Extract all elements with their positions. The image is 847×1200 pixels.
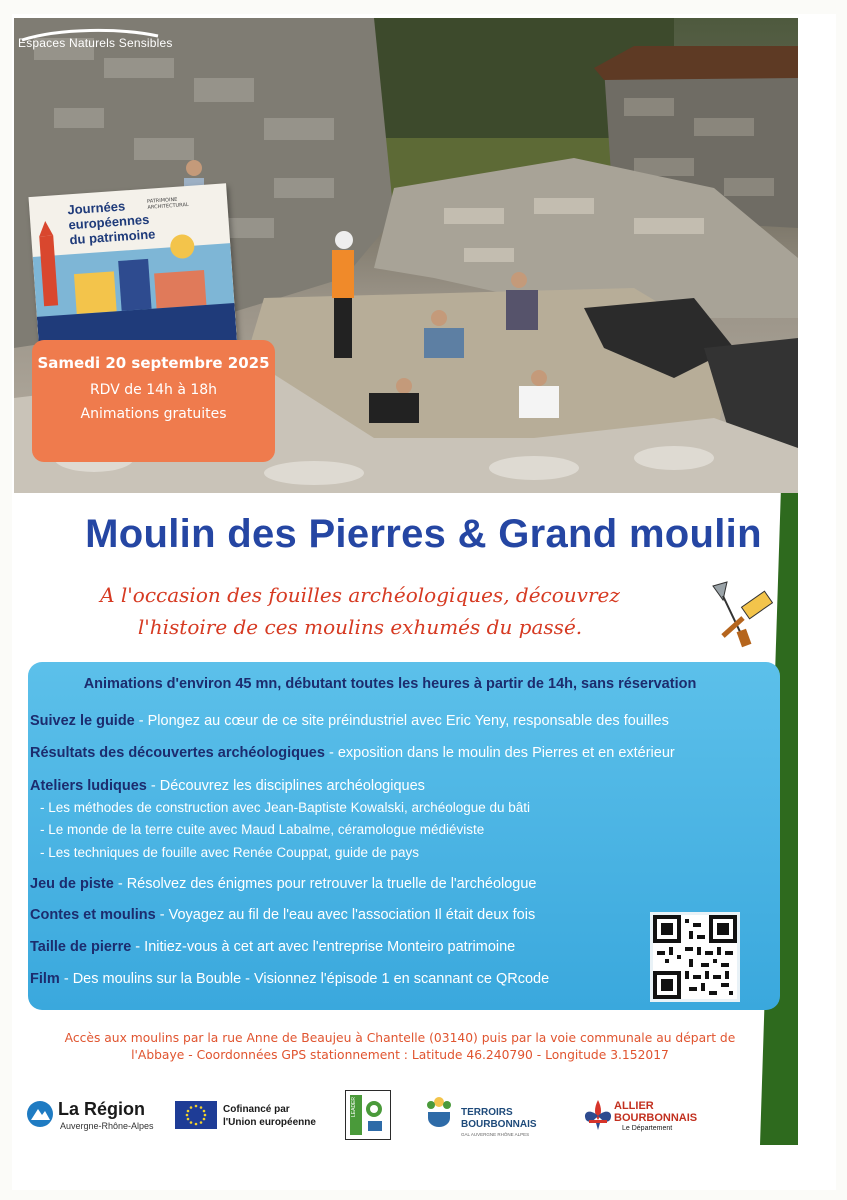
allier-sub: Le Département (622, 1125, 673, 1132)
eu-flag-icon (175, 1101, 217, 1129)
program-item-desc: - Initiez-vous à cet art avec l'entreprise Monteiro patrimoine (131, 939, 516, 955)
atelier-item: - Le monde de la terre cuite avec Maud Labalme, céramologue médiéviste (40, 822, 485, 837)
qr-code[interactable] (650, 912, 740, 1002)
program-item (30, 745, 675, 761)
ens-logo-label: Espaces Naturels Sensibles (18, 36, 173, 50)
allier-line2: BOURBONNAIS (614, 1112, 698, 1124)
program-item-key: Suivez le guide (30, 713, 135, 729)
trowel-brush-icon (703, 578, 773, 648)
region-name: La Région (58, 1099, 146, 1119)
leader-logo (345, 1090, 391, 1140)
person-orange-vest (332, 231, 354, 358)
eu-line1: Cofinancé par (223, 1104, 290, 1115)
program-item-desc: - Voyagez au fil de l'eau avec l'association Il était deux fois (155, 907, 536, 923)
terroirs-line1: TERROIRS (461, 1107, 513, 1118)
program-item (30, 907, 535, 923)
program-item (30, 939, 515, 955)
eu-line2: l'Union européenne (223, 1117, 316, 1128)
program-item-key: Jeu de piste (30, 876, 114, 892)
subtitle-line1: A l'occasion des fouilles archéologiques, découvrez (100, 583, 620, 607)
program-item-key: Taille de pierre (30, 939, 132, 955)
fleur-de-lis-icon (580, 1098, 616, 1132)
program-item (30, 713, 669, 729)
program-item-key: Ateliers ludiques (30, 778, 147, 794)
program-item-desc: - Des moulins sur la Bouble - Visionnez l'épisode 1 en scannant ce QRcode (59, 971, 550, 987)
event-date: Samedi 20 septembre 2025 (37, 354, 270, 372)
atelier-item: - Les techniques de fouille avec Renée Couppat, guide de pays (40, 845, 420, 860)
region-logo-icon (26, 1100, 54, 1128)
program-item-desc: - Plongez au cœur de ce site préindustriel avec Eric Yeny, responsable des fouilles (134, 713, 669, 729)
program-item-key: Contes et moulins (30, 907, 156, 923)
event-info-box (32, 340, 275, 462)
jep-city-illustration (28, 183, 237, 361)
allier-line1: ALLIER (614, 1100, 654, 1112)
main-title: Moulin des Pierres & Grand moulin (85, 512, 762, 556)
access-line1: Accès aux moulins par la rue Anne de Beaujeu à Chantelle (03140) puis par la voie communale au départ de (64, 1031, 736, 1045)
program-item (30, 876, 537, 892)
program-item-key: Résultats des découvertes archéologiques (30, 745, 325, 761)
leader-label: LEADER (351, 1096, 357, 1117)
program-heading: Animations d'environ 45 mn, débutant toutes les heures à partir de 14h, sans réservation (83, 676, 697, 692)
access-line2: l'Abbaye - Coordonnées GPS stationnement : Latitude 46.240790 - Longitude 3.152017 (131, 1048, 669, 1062)
program-item-key: Film (30, 971, 60, 987)
terroirs-line2: BOURBONNAIS (461, 1119, 537, 1130)
jep-line2: européennes (67, 211, 150, 233)
jep-poster-card (28, 183, 237, 361)
terroirs-logo-icon (424, 1094, 454, 1128)
program-item-desc: - Découvrez les disciplines archéologiques (146, 778, 425, 794)
program-item-desc: - exposition dans le moulin des Pierres et en extérieur (324, 745, 675, 761)
subtitle-line2: l'histoire de ces moulins exhumés du passé. (137, 615, 583, 639)
terroirs-sub: GAL AUVERGNE RHÔNE ALPES (461, 1132, 530, 1137)
program-item (30, 971, 549, 987)
event-hours: RDV de 14h à 18h (89, 382, 218, 398)
atelier-item: - Les méthodes de construction avec Jean-Baptiste Kowalski, archéologue du bâti (40, 800, 531, 815)
program-item-desc: - Résolvez des énigmes pour retrouver la truelle de l'archéologue (113, 876, 537, 892)
program-item (30, 778, 425, 794)
jep-tag: PATRIMOINE ARCHITECTURAL (146, 196, 189, 211)
event-free: Animations gratuites (80, 406, 227, 422)
region-sub: Auvergne-Rhône-Alpes (60, 1121, 154, 1131)
qr-code-icon (653, 915, 737, 999)
jep-line3: du patrimoine (69, 226, 156, 248)
jep-line1: Journées (66, 198, 126, 218)
